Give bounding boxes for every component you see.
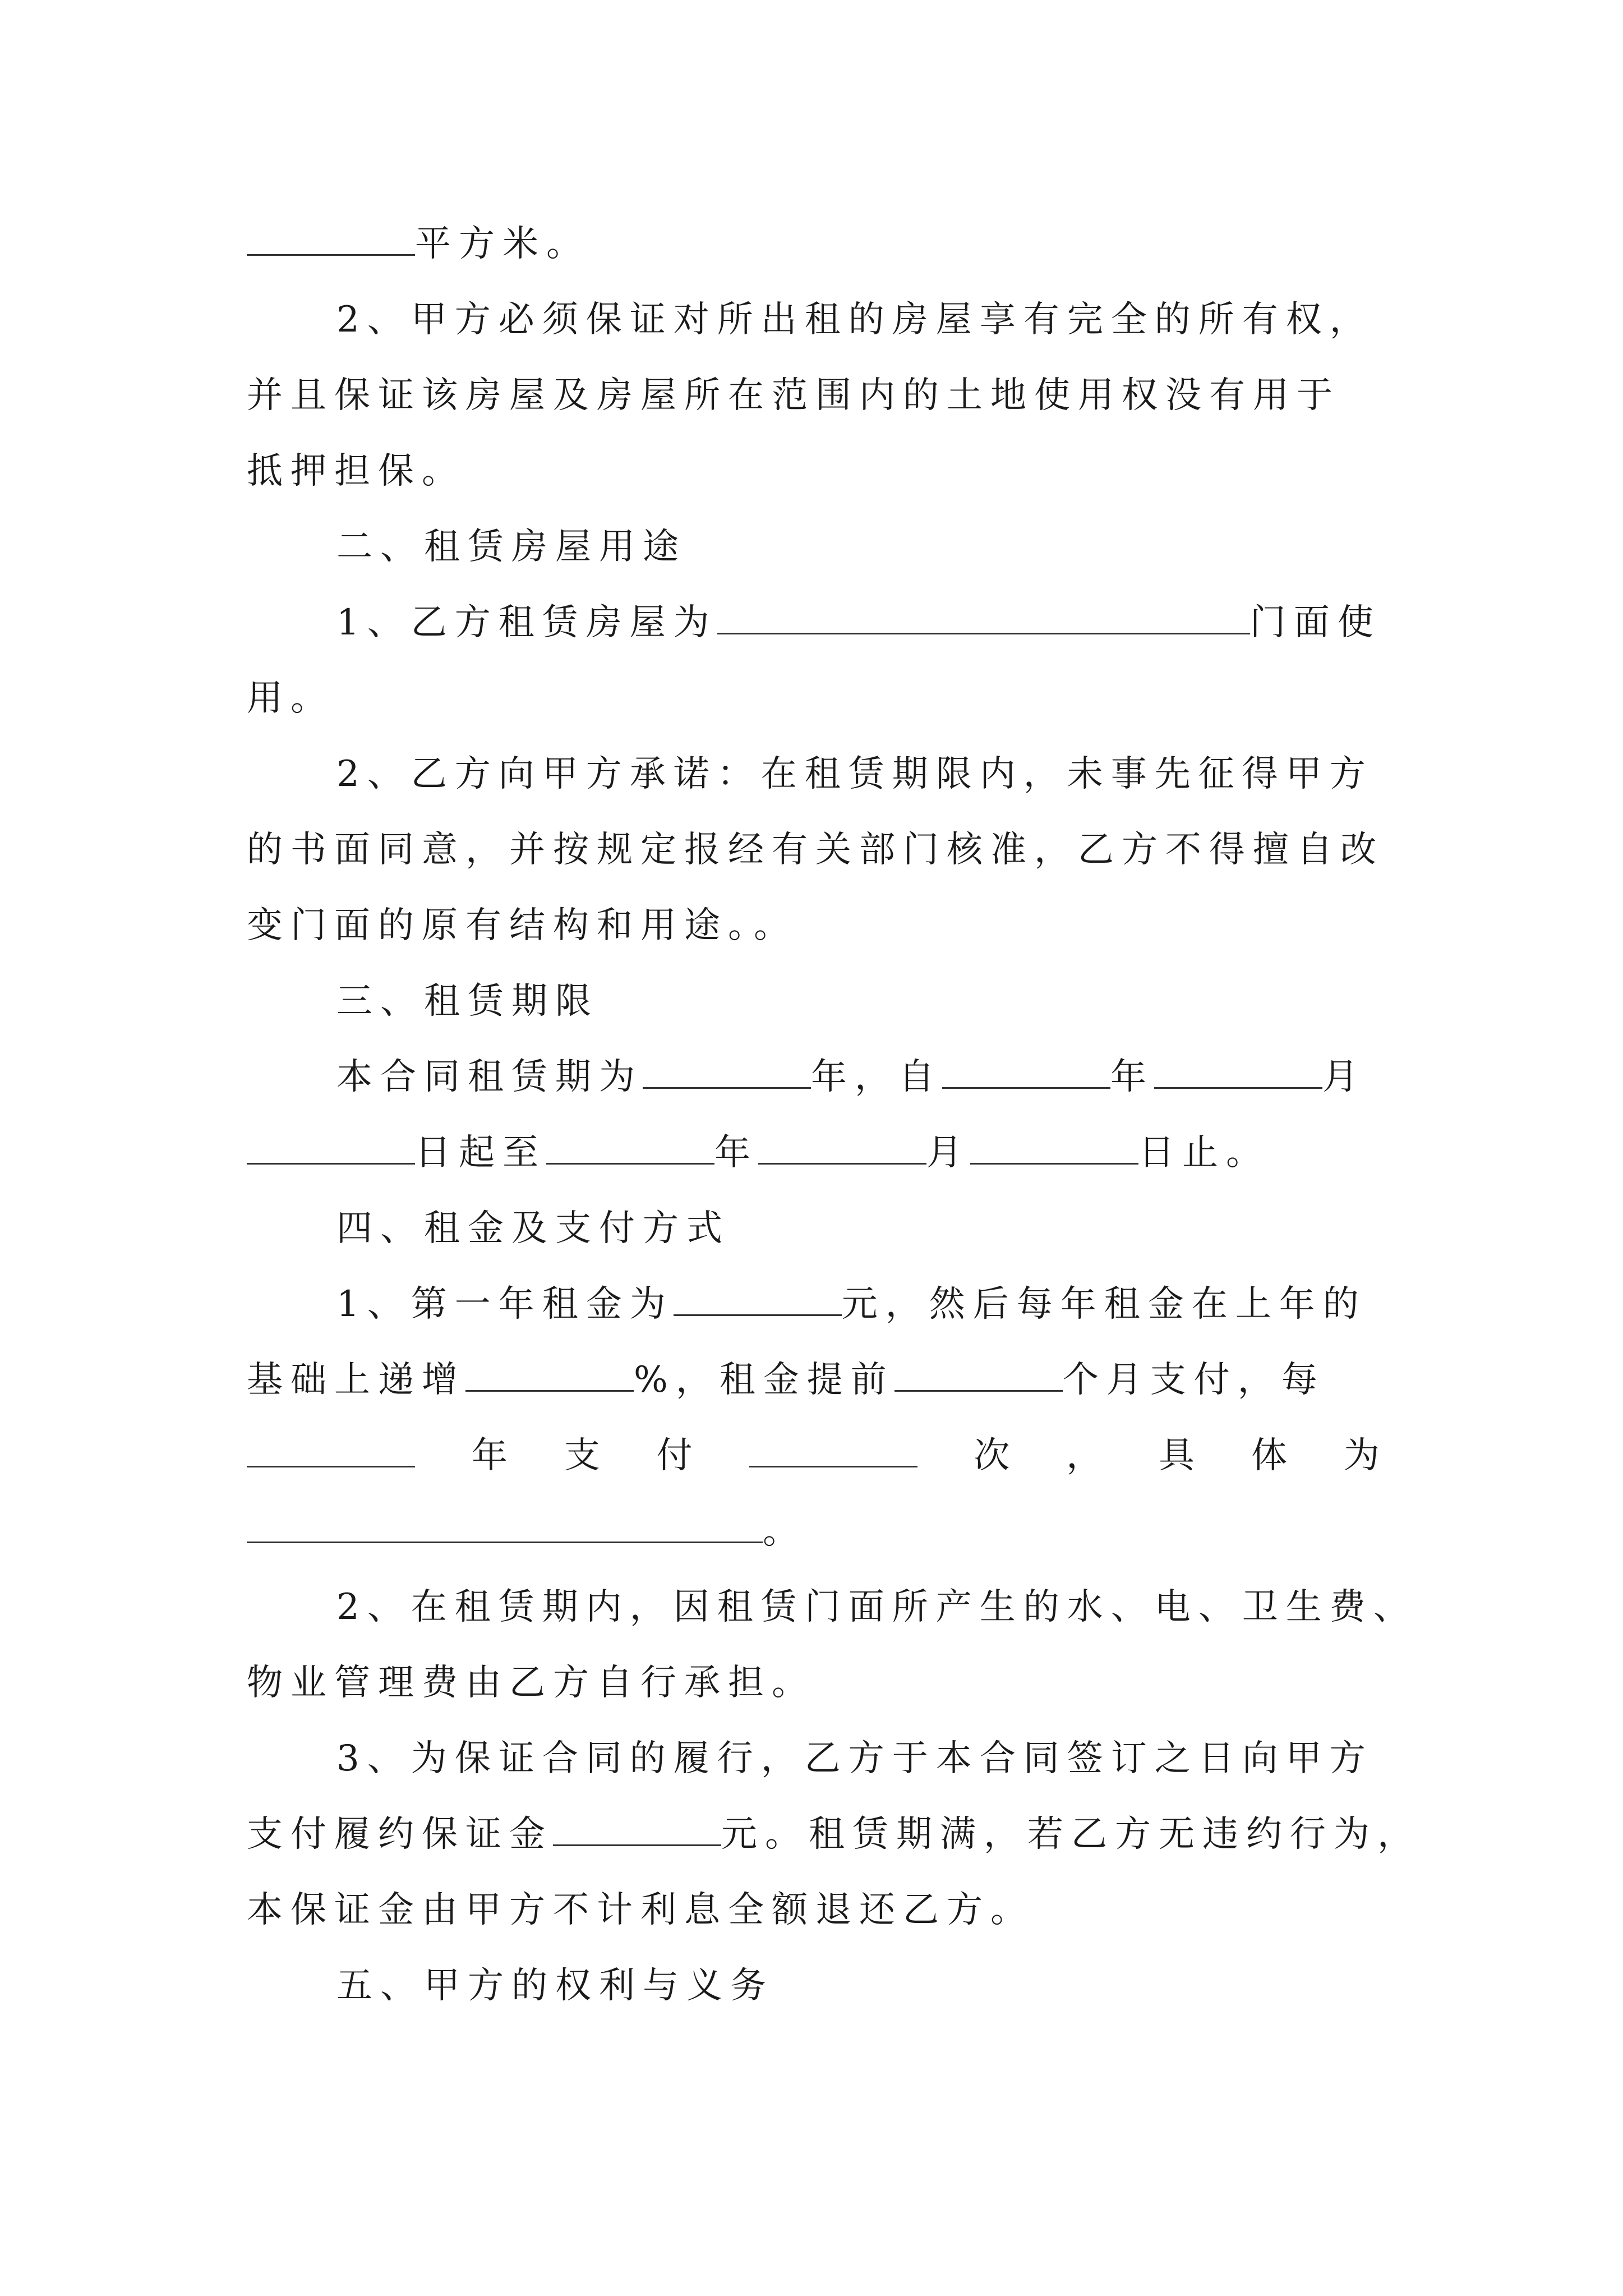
blank-field	[247, 1507, 763, 1543]
paragraph-line: 用。	[247, 678, 334, 719]
text-segment: 日起至	[415, 1132, 546, 1174]
text-segment: 体	[1251, 1435, 1287, 1476]
text-segment: 为	[1343, 1435, 1380, 1476]
blank-field	[674, 1280, 842, 1316]
paragraph-line: 2、甲方必须保证对所出租的房屋享有完全的所有权，	[336, 299, 1373, 341]
blank-field	[553, 1810, 721, 1846]
text-segment: 年	[471, 1435, 508, 1476]
blank-field	[546, 1128, 714, 1165]
paragraph-line: 本保证金由甲方不计利息全额退还乙方。	[247, 1889, 1034, 1931]
paragraph-line: 3、为保证合同的履行，乙方于本合同签订之日向甲方	[336, 1738, 1373, 1779]
text-segment: 元。租赁期满，若乙方无违约行为，	[721, 1814, 1421, 1855]
blank-field	[643, 1052, 811, 1089]
text-segment: 。	[763, 1511, 806, 1552]
blank-field	[465, 1355, 634, 1392]
blank-field	[895, 1355, 1063, 1392]
paragraph-line: 2、在租赁期内，因租赁门面所产生的水、电、卫生费、	[336, 1586, 1417, 1628]
section-heading: 三、租赁期限	[336, 981, 599, 1022]
text-line	[247, 1349, 1380, 1411]
text-segment: 次	[974, 1435, 1010, 1476]
paragraph-line: 2、乙方向甲方承诺：在租赁期限内，未事先征得甲方	[336, 753, 1373, 795]
blank-field	[717, 598, 1250, 634]
blank-field	[758, 1128, 926, 1165]
text-line	[336, 1273, 1380, 1335]
text-segment: ，	[1066, 1435, 1103, 1476]
text-segment: 支	[564, 1435, 600, 1476]
blank-field	[1154, 1052, 1322, 1089]
text-segment: 具	[1159, 1435, 1195, 1476]
text-segment: 平方米。	[415, 223, 590, 265]
text-segment: 元，然后每年租金在上年的	[841, 1283, 1367, 1325]
section-heading: 四、租金及支付方式	[336, 1208, 730, 1249]
text-segment: %，租金提前	[634, 1359, 895, 1401]
paragraph-line: 物业管理费由乙方自行承担。	[247, 1662, 815, 1704]
blank-field	[942, 1052, 1110, 1089]
text-segment: 月	[926, 1132, 970, 1174]
text-line	[247, 213, 1380, 275]
text-segment: 本合同租赁期为	[336, 1056, 643, 1098]
text-segment: 个月支付，每	[1062, 1359, 1325, 1401]
text-segment: 日止。	[1138, 1132, 1270, 1174]
text-segment: 支付履约保证金	[247, 1814, 553, 1855]
text-segment: 月	[1322, 1056, 1366, 1098]
text-segment: 1、第一年租金为	[336, 1283, 674, 1325]
text-line	[247, 1122, 1380, 1184]
paragraph-line: 并且保证该房屋及房屋所在范围内的土地使用权没有用于	[247, 375, 1340, 416]
paragraph-line: 的书面同意，并按规定报经有关部门核准，乙方不得擅自改	[247, 829, 1384, 871]
text-segment: 1、乙方租赁房屋为	[336, 602, 717, 643]
section-heading: 二、租赁房屋用途	[336, 526, 686, 568]
text-line	[336, 592, 1380, 654]
paragraph-line: 变门面的原有结构和用途。。	[247, 905, 797, 946]
text-line	[247, 1803, 1421, 1865]
text-segment: 基础上递增	[247, 1359, 465, 1401]
blank-field	[247, 1128, 415, 1165]
text-segment: 年	[1110, 1056, 1154, 1098]
text-segment: 年，自	[811, 1056, 942, 1098]
paragraph-line: 抵押担保。	[247, 450, 465, 492]
text-line	[247, 1501, 1380, 1562]
blank-field	[247, 219, 415, 256]
text-segment: 门面使	[1249, 602, 1381, 643]
section-heading: 五、甲方的权利与义务	[336, 1965, 774, 2007]
blank-field	[749, 1431, 917, 1467]
text-line	[247, 1425, 1380, 1487]
text-line	[336, 1046, 1380, 1108]
text-segment: 年	[714, 1132, 758, 1174]
blank-field	[247, 1431, 415, 1467]
blank-field	[970, 1128, 1138, 1165]
text-segment: 付	[656, 1435, 693, 1476]
